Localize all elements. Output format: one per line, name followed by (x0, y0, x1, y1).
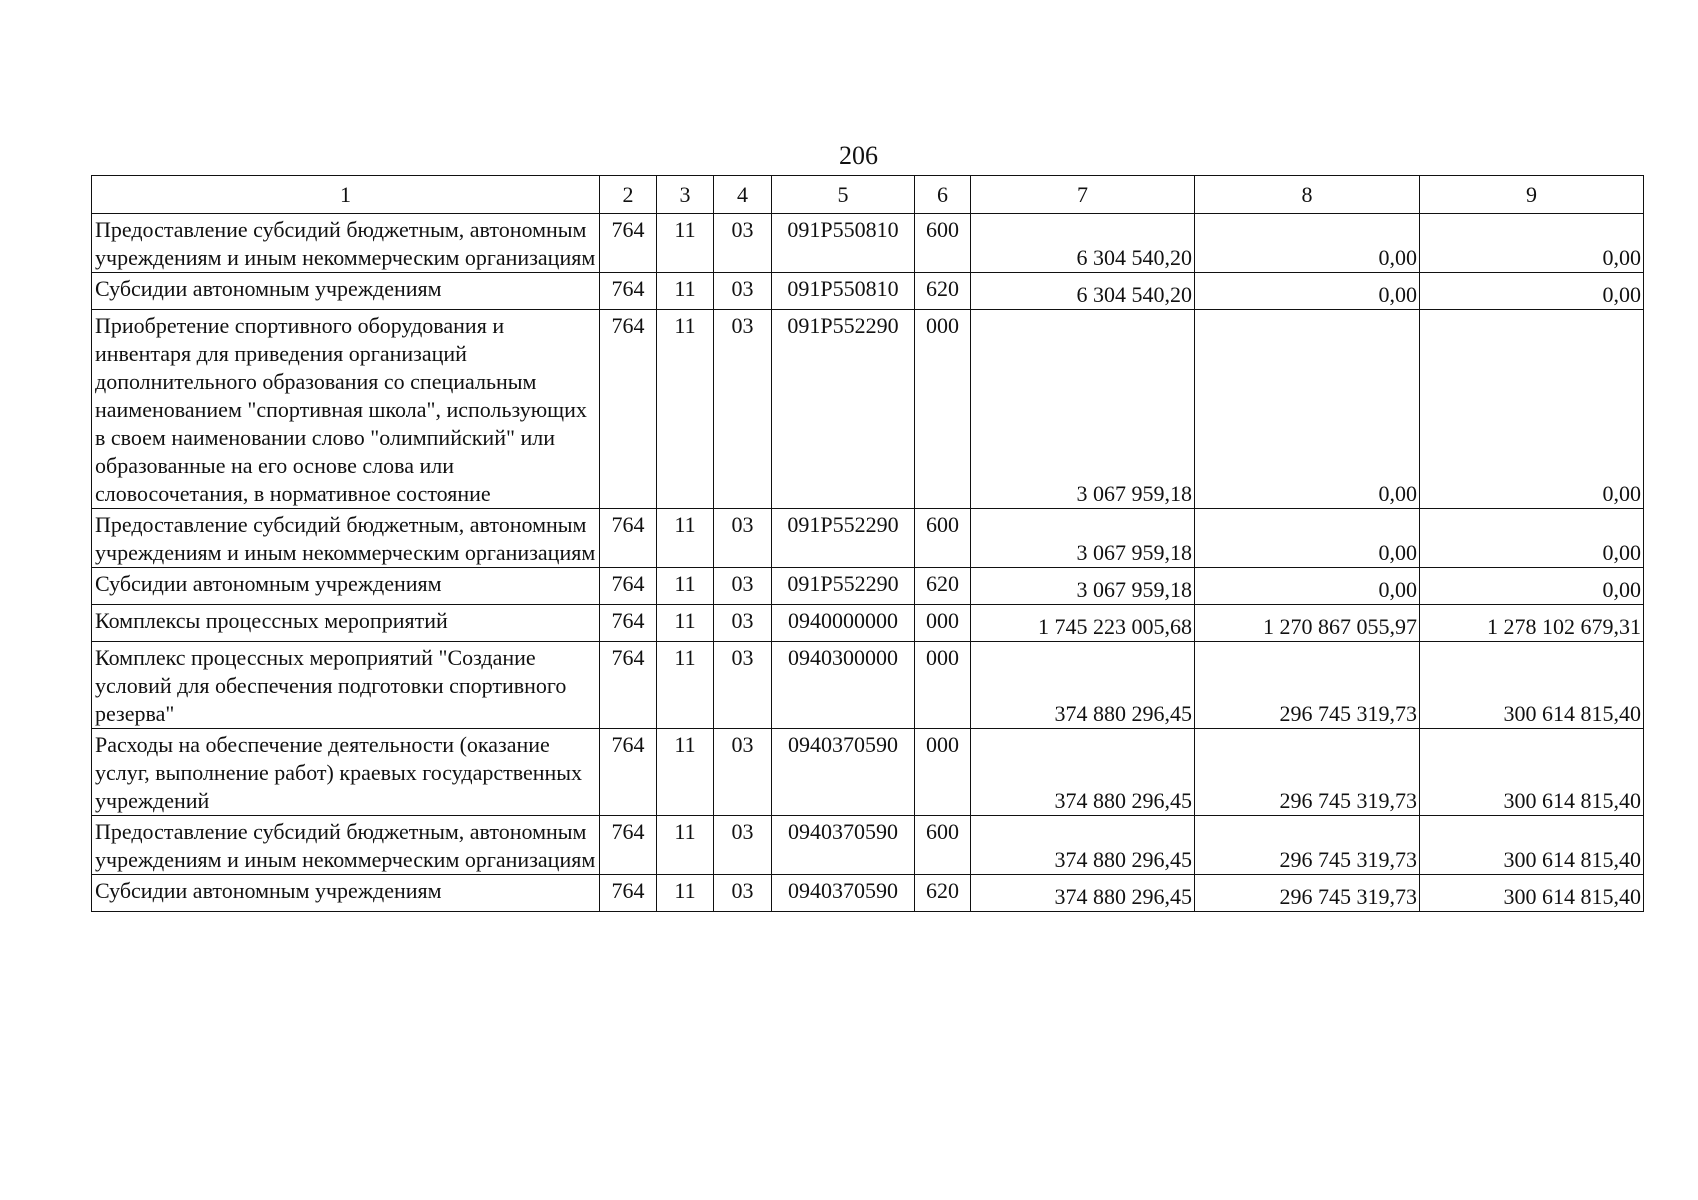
amount-col-8: 0,00 (1195, 214, 1420, 273)
row-name: Расходы на обеспечение деятельности (оказание услуг, выполнение работ) краевых государственных учреждений (92, 729, 600, 816)
code-col-5: 091Р550810 (772, 214, 915, 273)
row-name: Предоставление субсидий бюджетным, автономным учреждениям и иным некоммерческим организациям (92, 214, 600, 273)
amount-col-7: 374 880 296,45 (971, 816, 1195, 875)
amount-col-9: 0,00 (1420, 509, 1644, 568)
amount-col-9: 0,00 (1420, 214, 1644, 273)
code-col-3: 11 (657, 729, 714, 816)
code-col-6: 000 (915, 605, 971, 642)
column-header: 4 (714, 176, 772, 214)
code-col-3: 11 (657, 642, 714, 729)
table-row (92, 642, 1644, 729)
amount-col-8: 296 745 319,73 (1195, 816, 1420, 875)
code-col-3: 11 (657, 310, 714, 509)
column-header: 3 (657, 176, 714, 214)
amount-col-7: 1 745 223 005,68 (971, 605, 1195, 642)
code-col-5: 0940300000 (772, 642, 915, 729)
table-row (92, 310, 1644, 509)
code-col-3: 11 (657, 214, 714, 273)
code-col-6: 620 (915, 273, 971, 310)
code-col-4: 03 (714, 310, 772, 509)
code-col-5: 091Р552290 (772, 310, 915, 509)
code-col-2: 764 (600, 568, 657, 605)
amount-col-7: 374 880 296,45 (971, 642, 1195, 729)
code-col-2: 764 (600, 214, 657, 273)
row-name: Приобретение спортивного оборудования и инвентаря для приведения организаций дополнительного образования со специальным наименованием "спортивная школа", использующих в своем наименовании слово "олимпийский" или образованные на его основе слова или словосочетания, в нормативное состояние (92, 310, 600, 509)
code-col-6: 000 (915, 310, 971, 509)
code-col-2: 764 (600, 509, 657, 568)
code-col-2: 764 (600, 875, 657, 912)
code-col-4: 03 (714, 642, 772, 729)
code-col-4: 03 (714, 729, 772, 816)
amount-col-9: 0,00 (1420, 273, 1644, 310)
amount-col-7: 3 067 959,18 (971, 568, 1195, 605)
code-col-2: 764 (600, 273, 657, 310)
amount-col-8: 0,00 (1195, 568, 1420, 605)
code-col-2: 764 (600, 310, 657, 509)
column-header: 1 (92, 176, 600, 214)
code-col-4: 03 (714, 214, 772, 273)
column-header: 2 (600, 176, 657, 214)
table-row (92, 875, 1644, 912)
amount-col-7: 6 304 540,20 (971, 273, 1195, 310)
column-header: 6 (915, 176, 971, 214)
amount-col-9: 0,00 (1420, 310, 1644, 509)
column-header: 8 (1195, 176, 1420, 214)
code-col-6: 600 (915, 816, 971, 875)
code-col-4: 03 (714, 568, 772, 605)
code-col-5: 0940370590 (772, 729, 915, 816)
code-col-4: 03 (714, 816, 772, 875)
amount-col-7: 374 880 296,45 (971, 729, 1195, 816)
code-col-6: 600 (915, 214, 971, 273)
code-col-5: 0940370590 (772, 875, 915, 912)
amount-col-8: 296 745 319,73 (1195, 642, 1420, 729)
header-row (92, 176, 1644, 214)
code-col-4: 03 (714, 273, 772, 310)
code-col-3: 11 (657, 568, 714, 605)
amount-col-9: 300 614 815,40 (1420, 875, 1644, 912)
amount-col-8: 0,00 (1195, 310, 1420, 509)
code-col-3: 11 (657, 605, 714, 642)
amount-col-9: 1 278 102 679,31 (1420, 605, 1644, 642)
table-row (92, 214, 1644, 273)
amount-col-9: 300 614 815,40 (1420, 642, 1644, 729)
amount-col-8: 0,00 (1195, 509, 1420, 568)
budget-table (91, 175, 1644, 912)
code-col-4: 03 (714, 509, 772, 568)
code-col-6: 000 (915, 729, 971, 816)
table-row (92, 568, 1644, 605)
row-name: Комплекс процессных мероприятий "Создание условий для обеспечения подготовки спортивного резерва" (92, 642, 600, 729)
table-row (92, 729, 1644, 816)
code-col-5: 091Р550810 (772, 273, 915, 310)
code-col-3: 11 (657, 816, 714, 875)
code-col-6: 620 (915, 568, 971, 605)
amount-col-8: 296 745 319,73 (1195, 875, 1420, 912)
code-col-6: 000 (915, 642, 971, 729)
page-number: 206 (839, 141, 878, 170)
amount-col-8: 296 745 319,73 (1195, 729, 1420, 816)
amount-col-9: 0,00 (1420, 568, 1644, 605)
table-row (92, 816, 1644, 875)
row-name: Предоставление субсидий бюджетным, автономным учреждениям и иным некоммерческим организациям (92, 509, 600, 568)
code-col-2: 764 (600, 816, 657, 875)
row-name: Предоставление субсидий бюджетным, автономным учреждениям и иным некоммерческим организациям (92, 816, 600, 875)
column-header: 7 (971, 176, 1195, 214)
code-col-2: 764 (600, 642, 657, 729)
table-row (92, 509, 1644, 568)
amount-col-7: 3 067 959,18 (971, 310, 1195, 509)
amount-col-7: 374 880 296,45 (971, 875, 1195, 912)
code-col-4: 03 (714, 875, 772, 912)
code-col-4: 03 (714, 605, 772, 642)
code-col-2: 764 (600, 729, 657, 816)
row-name: Субсидии автономным учреждениям (92, 273, 600, 310)
amount-col-8: 1 270 867 055,97 (1195, 605, 1420, 642)
code-col-6: 600 (915, 509, 971, 568)
row-name: Субсидии автономным учреждениям (92, 875, 600, 912)
code-col-5: 0940370590 (772, 816, 915, 875)
code-col-3: 11 (657, 875, 714, 912)
amount-col-9: 300 614 815,40 (1420, 729, 1644, 816)
row-name: Комплексы процессных мероприятий (92, 605, 600, 642)
table-row (92, 273, 1644, 310)
row-name: Субсидии автономным учреждениям (92, 568, 600, 605)
code-col-3: 11 (657, 273, 714, 310)
code-col-3: 11 (657, 509, 714, 568)
code-col-2: 764 (600, 605, 657, 642)
column-header: 9 (1420, 176, 1644, 214)
table-row (92, 605, 1644, 642)
amount-col-7: 3 067 959,18 (971, 509, 1195, 568)
amount-col-7: 6 304 540,20 (971, 214, 1195, 273)
code-col-6: 620 (915, 875, 971, 912)
code-col-5: 091Р552290 (772, 568, 915, 605)
code-col-5: 0940000000 (772, 605, 915, 642)
amount-col-8: 0,00 (1195, 273, 1420, 310)
column-header: 5 (772, 176, 915, 214)
code-col-5: 091Р552290 (772, 509, 915, 568)
amount-col-9: 300 614 815,40 (1420, 816, 1644, 875)
